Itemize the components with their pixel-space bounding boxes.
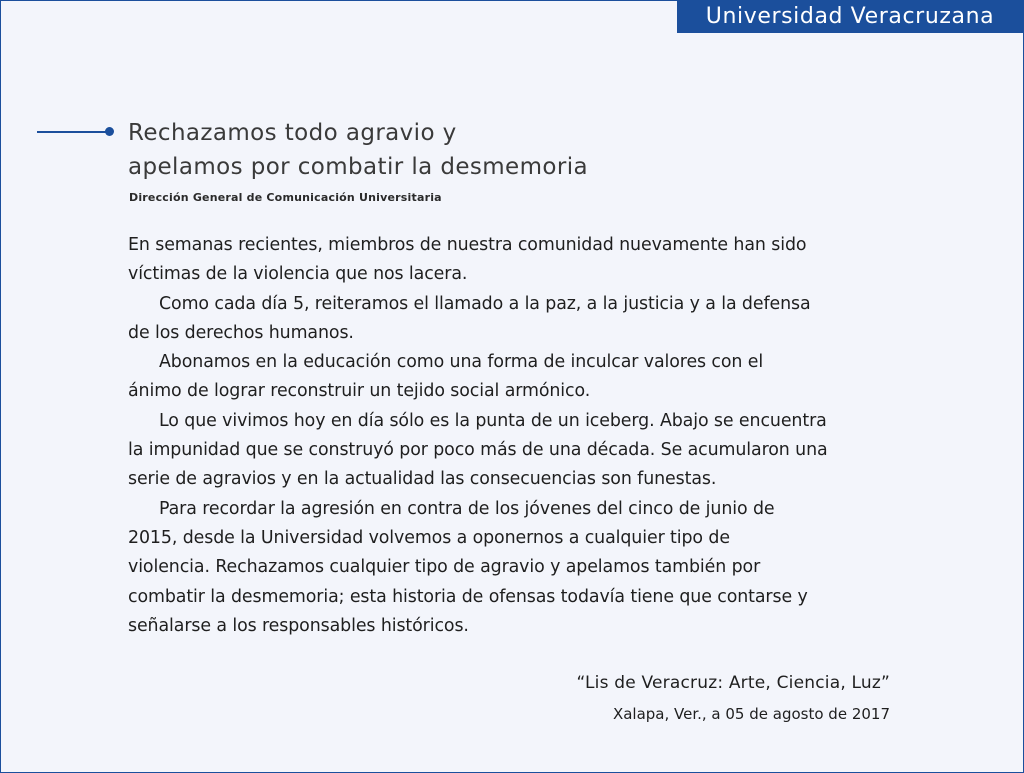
statement-title-line-1: Rechazamos todo agravio y — [128, 120, 457, 146]
statement-title — [128, 116, 588, 184]
university-brand-banner: Universidad Veracruzana — [677, 1, 1023, 33]
body-line: Lo que vivimos hoy en día sólo es la punta de un iceberg. Abajo se encuentra — [159, 410, 827, 431]
title-accent-dot — [105, 127, 114, 136]
body-line: Abonamos en la educación como una forma de inculcar valores con el — [159, 352, 764, 373]
title-accent-line — [37, 131, 110, 133]
place-and-date: Xalapa, Ver., a 05 de agosto de 2017 — [612, 705, 890, 723]
statement-title-line-2: apelamos por combatir la desmemoria — [128, 154, 589, 180]
body-line: En semanas recientes, miembros de nuestra comunidad nuevamente han sido — [128, 235, 807, 255]
university-motto: “Lis de Veracruz: Arte, Ciencia, Luz” — [576, 673, 890, 693]
body-line: violencia. Rechazamos cualquier tipo de agravio y apelamos también por — [128, 557, 761, 578]
department-byline: Dirección General de Comunicación Universitaria — [129, 191, 442, 204]
body-line: combatir la desmemoria; esta historia de ofensas todavía tiene que contarse y — [128, 586, 808, 607]
body-line: ánimo de lograr reconstruir un tejido social armónico. — [128, 381, 591, 402]
body-line: de los derechos humanos. — [128, 322, 354, 343]
body-line: serie de agravios y en la actualidad las consecuencias son funestas. — [128, 469, 717, 490]
body-line: víctimas de la violencia que nos lacera. — [128, 264, 468, 285]
statement-body — [128, 231, 903, 641]
body-line: la impunidad que se construyó por poco más de una década. Se acumularon una — [128, 440, 828, 461]
body-line: señalarse a los responsables históricos. — [128, 615, 469, 636]
body-line: Para recordar la agresión en contra de los jóvenes del cinco de junio de — [159, 498, 775, 519]
body-line: 2015, desde la Universidad volvemos a oponernos a cualquier tipo de — [128, 527, 730, 548]
body-line: Como cada día 5, reiteramos el llamado a la paz, a la justicia y a la defensa — [159, 293, 811, 314]
